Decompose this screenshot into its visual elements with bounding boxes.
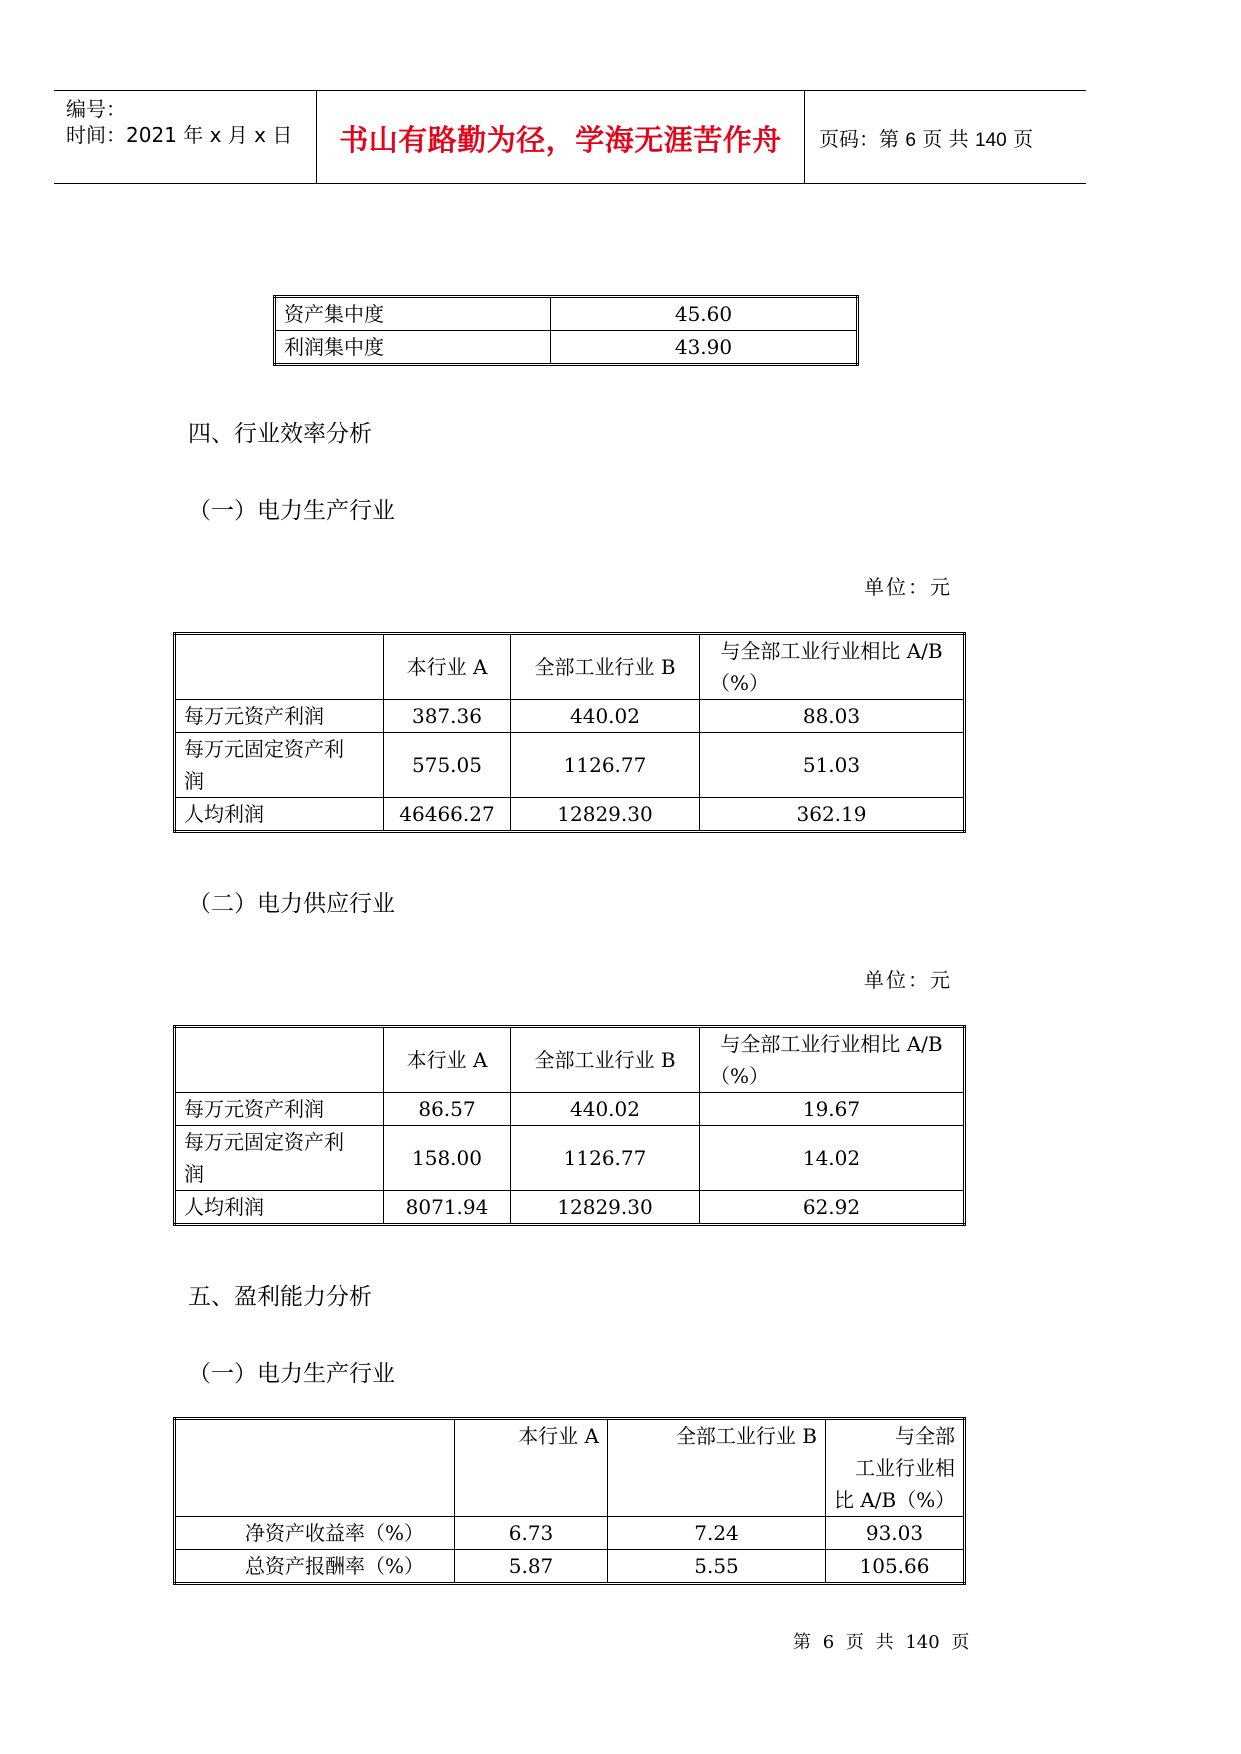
table-header-row (175, 1027, 965, 1093)
row-label: 人均利润 (175, 798, 384, 832)
table-row (275, 297, 858, 331)
header-cell (700, 634, 965, 700)
value-a: 158.00 (384, 1126, 511, 1191)
value-ratio: 105.66 (826, 1550, 965, 1584)
table-row (175, 700, 965, 733)
header-cell (700, 1027, 965, 1093)
value-ratio: 14.02 (700, 1126, 965, 1191)
value-ratio: 19.67 (700, 1093, 965, 1126)
profitability-table (173, 1417, 966, 1585)
value-a: 8071.94 (384, 1191, 511, 1225)
header-line: 与全部 (895, 1424, 955, 1448)
row-label: 每万元资产利润 (175, 700, 384, 733)
value-a: 5.87 (455, 1550, 608, 1584)
header-corner (175, 1027, 384, 1093)
label-line: 润 (184, 1162, 204, 1186)
row-label: 利润集中度 (275, 331, 551, 365)
row-label: 总资产报酬率（%） (175, 1550, 455, 1584)
table-row (175, 1126, 965, 1191)
header-cell (826, 1419, 965, 1517)
header-corner (175, 1419, 455, 1517)
header-page-cell (805, 91, 1086, 183)
table-row (275, 331, 858, 365)
value-a: 46466.27 (384, 798, 511, 832)
table-row (175, 1093, 965, 1126)
header-line: 与全部工业行业相比 A/B (720, 1032, 943, 1056)
header-cell: 本行业 A (384, 1027, 511, 1093)
motto: 书山有路勤为径，学海无涯苦作舟 (339, 123, 782, 157)
value-a: 575.05 (384, 733, 511, 798)
header-cell: 全部工业行业 B (511, 634, 700, 700)
value-b: 440.02 (511, 1093, 700, 1126)
page-label-post: 页 (1006, 127, 1034, 151)
row-label: 人均利润 (175, 1191, 384, 1225)
efficiency-table-generation (173, 632, 966, 833)
page-number: 6 (905, 130, 916, 151)
page-indicator (819, 123, 1033, 152)
unit-label: 单位：元 (864, 968, 952, 992)
value-ratio: 88.03 (700, 700, 965, 733)
table-row (175, 1191, 965, 1225)
value-ratio: 362.19 (700, 798, 965, 832)
section-heading: 五、盈利能力分析 (188, 1284, 372, 1310)
table-row (175, 733, 965, 798)
row-value: 45.60 (551, 297, 858, 331)
table-row (175, 1550, 965, 1584)
label-line: 每万元固定资产利 (184, 737, 344, 761)
row-label (175, 1126, 384, 1191)
time-label: 时间：2021 年 x 月 x 日 (66, 123, 293, 147)
header-cell: 全部工业行业 B (511, 1027, 700, 1093)
unit-label: 单位：元 (864, 575, 952, 599)
concentration-table (273, 295, 859, 366)
value-ratio: 51.03 (700, 733, 965, 798)
subsection-heading: （二）电力供应行业 (188, 891, 395, 917)
row-label: 每万元资产利润 (175, 1093, 384, 1126)
value-b: 1126.77 (511, 733, 700, 798)
header-line: 工业行业相 (855, 1456, 955, 1480)
value-a: 6.73 (455, 1517, 608, 1550)
header-line: 比 A/B（%） (834, 1488, 956, 1512)
header-cell: 全部工业行业 B (608, 1419, 826, 1517)
header-motto-cell (317, 91, 805, 183)
page-label-pre: 页码：第 (819, 127, 906, 151)
header-line: （%） (710, 1064, 770, 1088)
header-cell: 本行业 A (455, 1419, 608, 1517)
subsection-heading: （一）电力生产行业 (188, 1361, 395, 1387)
page-footer: 第 6 页 共 140 页 (793, 1632, 970, 1653)
number-label: 编号： (66, 97, 126, 121)
row-value: 43.90 (551, 331, 858, 365)
label-line: 每万元固定资产利 (184, 1130, 344, 1154)
row-label (175, 733, 384, 798)
section-heading: 四、行业效率分析 (188, 421, 372, 447)
header-line: 与全部工业行业相比 A/B (720, 639, 943, 663)
header-corner (175, 634, 384, 700)
table-row (175, 1517, 965, 1550)
value-b: 7.24 (608, 1517, 826, 1550)
value-a: 387.36 (384, 700, 511, 733)
row-label: 资产集中度 (275, 297, 551, 331)
table-header-row (175, 1419, 965, 1517)
table-header-row (175, 634, 965, 700)
value-ratio: 62.92 (700, 1191, 965, 1225)
label-line: 润 (184, 769, 204, 793)
row-label: 净资产收益率（%） (175, 1517, 455, 1550)
value-a: 86.57 (384, 1093, 511, 1126)
header-meta-cell (54, 91, 317, 183)
value-b: 12829.30 (511, 798, 700, 832)
value-b: 5.55 (608, 1550, 826, 1584)
value-ratio: 93.03 (826, 1517, 965, 1550)
value-b: 12829.30 (511, 1191, 700, 1225)
page-header (54, 90, 1086, 184)
page-total: 140 (975, 130, 1007, 151)
header-line: （%） (710, 671, 770, 695)
subsection-heading: （一）电力生产行业 (188, 498, 395, 524)
efficiency-table-supply (173, 1025, 966, 1226)
value-b: 1126.77 (511, 1126, 700, 1191)
page-label-mid: 页 共 (915, 127, 976, 151)
table-row (175, 798, 965, 832)
value-b: 440.02 (511, 700, 700, 733)
header-cell: 本行业 A (384, 634, 511, 700)
